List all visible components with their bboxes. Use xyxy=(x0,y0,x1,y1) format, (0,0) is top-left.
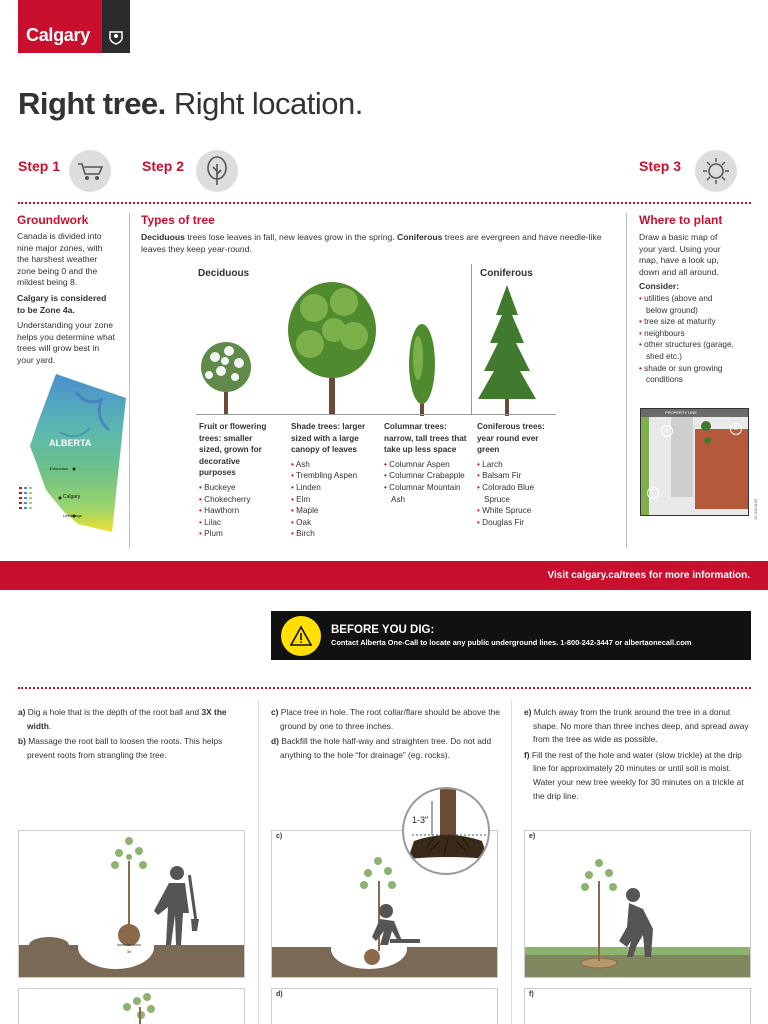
column-divider xyxy=(626,213,627,548)
column-divider xyxy=(511,700,512,1024)
list-item: • Colorado Blue Spruce xyxy=(477,482,557,505)
types-heading: Types of tree xyxy=(141,213,215,227)
warning-icon xyxy=(281,616,321,656)
map-province-label: ALBERTA xyxy=(49,438,92,448)
list-item: • White Spruce xyxy=(477,505,557,517)
tree-icon xyxy=(196,150,238,192)
instruction-b: b) Massage the root ball to loosen the roots. This helps prevent roots from strangling the tree. xyxy=(18,736,223,760)
list-item: • neighbours xyxy=(639,328,734,340)
shade-tree-illustration xyxy=(284,278,380,416)
map-city-label: Lethbridge xyxy=(63,513,82,518)
groundwork-heading: Groundwork xyxy=(17,213,89,227)
where-text: Draw a basic map of your yard. Using your map, have a look up, down and all around. Consider: • utilities (above and below ground) • tree size at maturity • neighbours • other structures (garage, shed etc.) • shade or sun growing conditions xyxy=(639,232,734,386)
dig-heading: BEFORE YOU DIG: xyxy=(331,624,435,636)
map-city-label: Calgary xyxy=(63,494,81,500)
category-shade: Shade trees: larger sized with a large canopy of leaves • Ash • Trembling Aspen • Linden • Elm • Maple • Oak • Birch xyxy=(291,421,371,540)
illustration-panel-d xyxy=(271,988,498,1024)
list-item: • Elm xyxy=(291,494,371,506)
list-item: • Plum xyxy=(199,528,277,540)
where-heading: Where to plant xyxy=(639,213,723,227)
types-intro: Deciduous trees lose leaves in fall, new leaves grow in the spring. Coniferous trees are evergreen and have needle-like leaves they keep year-round. xyxy=(141,232,602,254)
banner-link[interactable]: Visit calgary.ca/trees for more information. xyxy=(547,570,750,581)
property-line-label: PROPERTY LINE xyxy=(665,410,697,415)
instructions-cd xyxy=(271,706,503,764)
yard-map xyxy=(640,408,749,516)
category-fruit: Fruit or flowering trees: smaller sized, grown for decorative purposes • Buckeye • Chokecherry • Hawthorn • Lilac • Plum xyxy=(199,421,277,540)
list-item: • Columnar Crabapple xyxy=(384,470,468,482)
list-item: • tree size at maturity xyxy=(639,316,734,328)
list-item: • Balsam Fir xyxy=(477,470,557,482)
column-divider xyxy=(258,700,259,1024)
list-item: • shade or sun growing conditions xyxy=(639,363,734,386)
sun-icon xyxy=(695,150,737,192)
map-marker-c: C xyxy=(647,487,659,499)
page-title: Right tree. Right location. xyxy=(18,86,363,121)
groundwork-text: Canada is divided into nine major zones, with the harshest weather zone being 0 and the mildest being 8. Calgary is considered to be Zone 4a. Understanding your zone helps you determine what trees will grow best in your yard. xyxy=(17,231,115,365)
flowering-tree-illustration xyxy=(195,335,257,417)
panel-label: c) xyxy=(276,833,283,840)
list-item: • Columnar Aspen xyxy=(384,459,468,471)
instruction-a: a) Dig a hole that is the depth of the root ball and 3X the width. xyxy=(18,707,227,731)
illustration-panel-ab xyxy=(18,830,245,978)
depth-label: 1-3" xyxy=(412,815,429,825)
list-item: • Lilac xyxy=(199,517,277,529)
list-item: • Oak xyxy=(291,517,371,529)
map-marker-b: B xyxy=(730,423,742,435)
instruction-c: c) Place tree in hole. The root collar/flare should be above the ground by one to three inches. xyxy=(271,707,500,731)
panel-label: e) xyxy=(529,833,536,840)
illustration-panel-f xyxy=(524,988,751,1024)
side-code: 19-0463109 xyxy=(753,498,758,520)
list-item: • Ash xyxy=(291,459,371,471)
coniferous-label: Coniferous xyxy=(480,268,533,279)
divider xyxy=(18,687,751,689)
list-item: • Hawthorn xyxy=(199,505,277,517)
list-item: • Columnar Mountain Ash xyxy=(384,482,468,505)
illustration-panel-e xyxy=(524,830,751,978)
dig-text: Contact Alberta One-Call to locate any public underground lines. 1-800-242-3447 or albertaonecall.com xyxy=(331,638,692,647)
list-item: • Linden xyxy=(291,482,371,494)
before-you-dig-notice xyxy=(271,611,751,660)
list-item: • Buckeye xyxy=(199,482,277,494)
list-item: • Larch xyxy=(477,459,557,471)
divider xyxy=(18,202,751,204)
instruction-d: d) Backfill the hole half-way and straighten tree. Do not add anything to the hole “for drainage” (eg. rocks). xyxy=(271,736,492,760)
root-collar-detail xyxy=(402,787,490,875)
panel-label: d) xyxy=(276,991,283,998)
tree-type-divider xyxy=(471,264,472,414)
crest-icon xyxy=(102,0,130,53)
deciduous-label: Deciduous xyxy=(198,268,250,279)
alberta-zone-map xyxy=(16,372,128,540)
list-item: • Trembling Aspen xyxy=(291,470,371,482)
column-divider xyxy=(129,213,130,548)
list-item: • utilities (above and below ground) xyxy=(639,293,734,316)
list-item: • Birch xyxy=(291,528,371,540)
width-mark: 3x xyxy=(127,949,132,954)
info-banner[interactable] xyxy=(0,561,768,590)
instruction-e: e) Mulch away from the trunk around the tree in a donut shape. No more than three inches deep, and spread away from the tree as wide as possible. xyxy=(524,707,749,745)
list-item: • Chokecherry xyxy=(199,494,277,506)
wheelbarrow-icon xyxy=(69,150,111,192)
conifer-tree-illustration xyxy=(476,285,538,416)
illustration-panel-b xyxy=(18,988,245,1024)
panel-label: f) xyxy=(529,991,534,998)
category-coniferous: Coniferous trees: year round ever green • Larch • Balsam Fir • Colorado Blue Spruce • White Spruce • Douglas Fir xyxy=(477,421,557,528)
step-3-label: Step 3 xyxy=(639,158,682,174)
step-2-label: Step 2 xyxy=(142,158,185,174)
map-marker-a: A xyxy=(661,425,673,437)
list-item: • Maple xyxy=(291,505,371,517)
category-columnar: Columnar trees: narrow, tall trees that take up less space • Columnar Aspen • Columnar Crabapple • Columnar Mountain Ash xyxy=(384,421,468,505)
instruction-f: f) Fill the rest of the hole and water (slow trickle) at the drip line for approximately 20 minutes or until soil is moist. Water your new tree weekly for 30 minutes on a trickle at the drip line. xyxy=(524,749,744,801)
step-1-label: Step 1 xyxy=(18,158,61,174)
calgary-logo[interactable] xyxy=(18,0,130,53)
columnar-tree-illustration xyxy=(405,322,439,416)
tree-baseline xyxy=(196,414,556,415)
list-item: • other structures (garage, shed etc.) xyxy=(639,339,734,362)
instructions-ab xyxy=(18,706,238,764)
list-item: • Douglas Fir xyxy=(477,517,557,529)
map-city-label: Edmonton xyxy=(50,466,69,471)
instructions-ef xyxy=(524,706,754,805)
logo-text: Calgary xyxy=(26,25,90,45)
